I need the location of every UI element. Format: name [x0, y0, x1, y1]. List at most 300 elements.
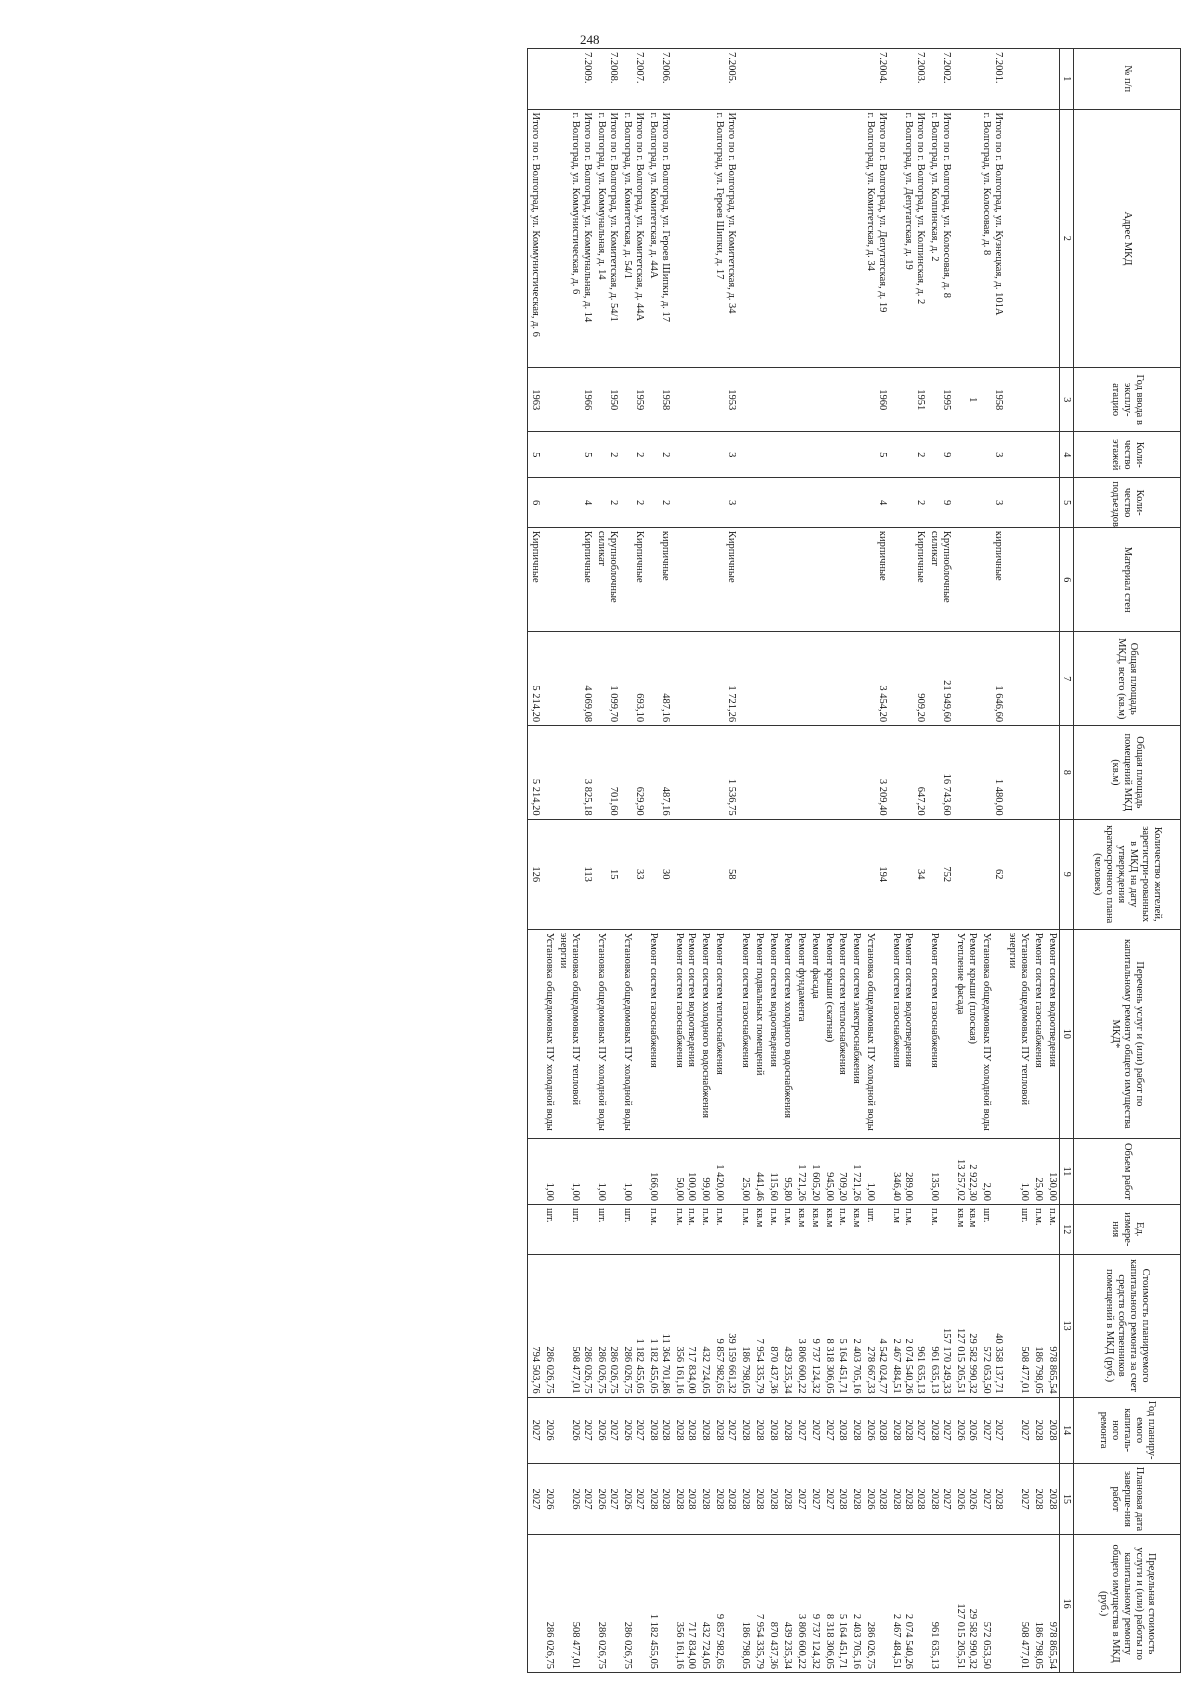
column-number-1: 1: [1060, 49, 1074, 110]
premises-area-cell: [542, 726, 556, 820]
planned-cost-cell: [1005, 1254, 1031, 1397]
floors-text: [781, 435, 793, 474]
entrances-cell: [1031, 478, 1045, 528]
work-volume-text: [725, 1142, 737, 1201]
work-type-text: [876, 933, 888, 1135]
address-cell: [794, 109, 808, 368]
column-number-3: 3: [1060, 368, 1074, 432]
year-built-cell: [556, 368, 594, 432]
completion-date-cell: [698, 1463, 712, 1535]
work-volume-text: 2 922,30: [967, 1164, 979, 1201]
planned-cost-text: 29 582 990,32: [967, 1333, 979, 1394]
entrances-text: [1046, 481, 1058, 524]
max-cost-text: 127 015 205,51: [955, 1603, 967, 1669]
total-area-cell: [863, 632, 889, 726]
total-area-cell: [712, 632, 738, 726]
column-header-15: Плановая дата заверше-ния работ: [1074, 1463, 1181, 1535]
max-cost-text: 7 954 335,79: [753, 1613, 765, 1669]
floors-cell: [794, 432, 808, 478]
residents-text: [851, 823, 863, 926]
work-type-text: Ремонт систем теплоснабжения: [837, 932, 849, 1075]
planned-cost-cell: [766, 1254, 780, 1397]
address-text: Итого по г. Волгоград, ул. Коммунальная, д. 14: [582, 112, 594, 323]
premises-area-cell: [712, 726, 738, 820]
row-number-text: [699, 52, 711, 106]
row-number-cell: [836, 49, 850, 110]
total-area-text: [966, 635, 978, 722]
entrances-cell: [528, 478, 542, 528]
floors-text: 2: [915, 452, 927, 458]
address-text: г. Волгоград, ул. Коммунистическая, д. 6: [570, 112, 582, 295]
residents-cell: [927, 819, 953, 929]
year-built-cell: [780, 368, 794, 432]
premises-area-text: [699, 729, 711, 816]
planned-cost-text: 39 159 661,32: [725, 1333, 737, 1394]
planned-cost-text: 286 026,75: [596, 1346, 608, 1394]
repair-year-cell: [863, 1397, 889, 1463]
premises-area-cell: [979, 726, 1005, 820]
column-header-13: Стоимость планируемого капитального ремонта за счет средств собственников помещений в МКД (руб.): [1074, 1254, 1181, 1397]
max-cost-cell: [822, 1535, 836, 1673]
entrances-text: 3: [725, 500, 737, 506]
premises-area-cell: [556, 726, 594, 820]
unit-text: [725, 1208, 737, 1251]
repair-year-cell: [738, 1397, 752, 1463]
entrances-cell: [646, 478, 672, 528]
residents-text: [767, 823, 779, 926]
table-row: [528, 49, 542, 1673]
address-cell: [1005, 109, 1031, 368]
max-cost-cell: [698, 1535, 712, 1673]
completion-date-cell: [794, 1463, 808, 1535]
repair-year-cell: [780, 1397, 794, 1463]
max-cost-cell: [1031, 1535, 1045, 1673]
residents-text: [685, 823, 697, 926]
floors-cell: [979, 432, 1005, 478]
row-number-cell: [979, 49, 1005, 110]
address-cell: [1045, 109, 1059, 368]
work-type-text: Ремонт фасада: [809, 932, 821, 999]
unit-text: кв.м: [955, 1207, 967, 1228]
premises-area-text: 5 214,20: [530, 778, 542, 816]
max-cost-text: 356 161,16: [673, 1621, 685, 1669]
unit-text: кв.м: [809, 1207, 821, 1228]
repair-year-text: 2027: [823, 1419, 835, 1441]
row-number-cell: [672, 49, 698, 110]
residents-cell: [738, 819, 752, 929]
page-number: 248: [580, 32, 600, 47]
work-type-text: Ремонт систем электроснабжения: [851, 932, 863, 1084]
table-row: [794, 49, 808, 1673]
work-type-text: [659, 933, 671, 1135]
repair-year-text: 2028: [767, 1419, 779, 1441]
work-volume-cell: [808, 1138, 822, 1204]
max-cost-text: [940, 1538, 952, 1669]
wall-material-text: Крупноблочные силикат: [596, 530, 620, 603]
floors-cell: [738, 432, 752, 478]
entrances-cell: [808, 478, 822, 528]
work-type-cell: [1031, 929, 1045, 1138]
entrances-cell: [542, 478, 556, 528]
premises-area-cell: [620, 726, 646, 820]
entrances-text: 9: [941, 500, 953, 506]
wall-material-text: Крупноблочные силикат: [929, 530, 953, 603]
row-number-cell: [766, 49, 780, 110]
completion-date-cell: [850, 1463, 864, 1535]
work-volume-text: 100,00: [685, 1172, 697, 1201]
table-row: [979, 49, 1005, 1673]
planned-cost-text: 4 542 024,77: [877, 1338, 889, 1394]
address-text: Итого по г. Волгоград, ул. Коммунистическая, д. 6: [530, 112, 542, 337]
repair-year-cell: [808, 1397, 822, 1463]
row-number-cell: [1045, 49, 1059, 110]
repair-year-text: 2028: [781, 1419, 793, 1441]
total-area-text: [851, 635, 863, 722]
residents-text: 34: [915, 868, 927, 880]
premises-area-cell: [766, 726, 780, 820]
completion-date-cell: [1045, 1463, 1059, 1535]
floors-cell: [620, 432, 646, 478]
total-area-cell: [1031, 632, 1045, 726]
address-cell: [780, 109, 794, 368]
premises-area-text: [809, 729, 821, 816]
total-area-cell: [752, 632, 766, 726]
address-cell: [953, 109, 979, 368]
unit-cell: [953, 1204, 979, 1254]
residents-text: [699, 823, 711, 926]
entrances-text: 2: [659, 500, 671, 506]
repair-year-text: 2027: [530, 1419, 542, 1441]
work-type-cell: [594, 929, 620, 1138]
wall-material-cell: [738, 527, 752, 632]
work-volume-text: 95,80: [781, 1177, 793, 1201]
unit-text: шт.: [981, 1207, 993, 1223]
year-built-cell: [1005, 368, 1031, 432]
max-cost-text: 5 164 451,71: [837, 1613, 849, 1669]
work-type-cell: [780, 929, 794, 1138]
completion-date-text: 2028: [753, 1488, 765, 1510]
work-type-cell: [889, 929, 927, 1138]
planned-cost-text: 508 477,01: [1019, 1346, 1031, 1394]
wall-material-cell: [889, 527, 927, 632]
max-cost-text: 961 635,13: [929, 1621, 941, 1669]
entrances-text: [543, 481, 555, 524]
work-type-cell: [808, 929, 822, 1138]
address-cell: [712, 109, 738, 368]
table-row: [822, 49, 836, 1673]
work-volume-text: [581, 1142, 593, 1201]
max-cost-text: 2 074 540,26: [903, 1613, 915, 1669]
table-row: [594, 49, 620, 1673]
max-cost-text: 9 737 124,32: [809, 1613, 821, 1669]
repair-year-text: 2028: [685, 1419, 697, 1441]
work-volume-cell: [594, 1138, 620, 1204]
year-built-cell: [1031, 368, 1045, 432]
residents-cell: [766, 819, 780, 929]
planned-cost-text: 508 477,01: [570, 1346, 582, 1394]
residents-text: [739, 823, 751, 926]
work-volume-cell: [927, 1138, 953, 1204]
wall-material-cell: [542, 527, 556, 632]
year-built-cell: [646, 368, 672, 432]
wall-material-cell: [927, 527, 953, 632]
work-type-cell: [979, 929, 1005, 1138]
address-text: Итого по г. Волгоград, ул. Депутатская, д. 19: [877, 112, 889, 313]
row-number-cell: [863, 49, 889, 110]
total-area-text: [837, 635, 849, 722]
unit-text: шт.: [865, 1207, 877, 1223]
year-built-text: 1953: [725, 389, 737, 411]
premises-area-cell: [1005, 726, 1031, 820]
floors-text: 3: [725, 452, 737, 458]
address-text: [685, 113, 697, 365]
column-number-4: 4: [1060, 432, 1074, 478]
repair-year-text: 2028: [647, 1419, 659, 1441]
unit-text: п.м.: [739, 1207, 751, 1226]
work-volume-cell: [1045, 1138, 1059, 1204]
address-cell: [850, 109, 864, 368]
row-number-text: [966, 52, 978, 106]
repair-year-text: 2026: [570, 1419, 582, 1441]
floors-cell: [698, 432, 712, 478]
wall-material-cell: [1031, 527, 1045, 632]
repair-year-cell: [850, 1397, 864, 1463]
work-volume-cell: [836, 1138, 850, 1204]
unit-text: п.м.: [903, 1207, 915, 1226]
row-number-text: [851, 52, 863, 106]
planned-cost-text: 9 737 124,32: [809, 1338, 821, 1394]
year-built-text: [685, 371, 697, 428]
row-number-text: [823, 52, 835, 106]
repair-year-text: 2027: [981, 1419, 993, 1441]
floors-cell: [836, 432, 850, 478]
wall-material-cell: [1005, 527, 1031, 632]
repair-year-text: 2027: [993, 1419, 1005, 1441]
completion-date-text: 2028: [929, 1488, 941, 1510]
completion-date-cell: [808, 1463, 822, 1535]
completion-date-text: 2028: [647, 1488, 659, 1510]
row-number-cell: [1005, 49, 1031, 110]
floors-text: [837, 435, 849, 474]
premises-area-cell: [594, 726, 620, 820]
work-type-cell: [542, 929, 556, 1138]
max-cost-cell: [863, 1535, 889, 1673]
planned-cost-cell: [794, 1254, 808, 1397]
premises-area-text: [543, 729, 555, 816]
repair-year-text: 2028: [673, 1419, 685, 1441]
repair-year-text: 2028: [659, 1419, 671, 1441]
total-area-cell: [646, 632, 672, 726]
table-row: [738, 49, 752, 1673]
residents-cell: [752, 819, 766, 929]
address-cell: [672, 109, 698, 368]
planned-cost-text: 439 235,34: [781, 1346, 793, 1394]
planned-cost-text: 186 798,05: [739, 1346, 751, 1394]
max-cost-text: 432 724,05: [699, 1621, 711, 1669]
premises-area-text: [685, 729, 697, 816]
premises-area-cell: [672, 726, 698, 820]
row-number-text: [781, 52, 793, 106]
year-built-text: [781, 371, 793, 428]
rotated-table-container: [39, 48, 1181, 1673]
planned-cost-text: 9 857 982,65: [713, 1338, 725, 1394]
work-type-text: [607, 933, 619, 1135]
total-area-cell: [594, 632, 620, 726]
floors-cell: [808, 432, 822, 478]
entrances-cell: [556, 478, 594, 528]
work-type-cell: [646, 929, 672, 1138]
entrances-text: [1018, 481, 1030, 524]
address-text: Итого по г. Волгоград, ул. Колосовая, д. 8: [941, 112, 953, 299]
repair-year-text: 2026: [544, 1419, 556, 1441]
unit-text: [633, 1208, 645, 1251]
repair-year-cell: [1031, 1397, 1045, 1463]
work-volume-cell: [752, 1138, 766, 1204]
table-row: [953, 49, 979, 1673]
premises-area-cell: [863, 726, 889, 820]
address-text: [753, 113, 765, 365]
year-built-cell: [738, 368, 752, 432]
completion-date-cell: [1031, 1463, 1045, 1535]
total-area-text: 909,20: [915, 693, 927, 723]
work-volume-text: 1 721,26: [851, 1164, 863, 1201]
row-number-cell: [646, 49, 672, 110]
address-cell: [1031, 109, 1045, 368]
completion-date-text: 2028: [1047, 1488, 1058, 1510]
address-text: Итого по г. Волгоград, ул. Комитетская, д. 34: [725, 112, 737, 314]
address-text: [1018, 113, 1030, 365]
entrances-text: [809, 481, 821, 524]
floors-text: [767, 435, 779, 474]
planned-cost-cell: [836, 1254, 850, 1397]
premises-area-text: [781, 729, 793, 816]
entrances-cell: [738, 478, 752, 528]
planned-cost-text: 794 503,76: [530, 1346, 542, 1394]
entrances-text: [739, 481, 751, 524]
premises-area-text: 647,20: [915, 786, 927, 816]
planned-cost-text: 278 667,33: [865, 1346, 877, 1394]
address-text: Итого по г. Волгоград, ул. Колпинская, д. 2: [915, 112, 927, 305]
completion-date-cell: [1005, 1463, 1031, 1535]
planned-cost-cell: [738, 1254, 752, 1397]
table-row: [542, 49, 556, 1673]
total-area-cell: [979, 632, 1005, 726]
floors-text: 2: [633, 452, 645, 458]
year-built-cell: [698, 368, 712, 432]
unit-cell: [808, 1204, 822, 1254]
repair-year-text: 2026: [865, 1419, 877, 1441]
residents-text: [809, 823, 821, 926]
planned-cost-text: 186 798,05: [1033, 1346, 1045, 1394]
entrances-text: [685, 481, 697, 524]
wall-material-cell: [698, 527, 712, 632]
max-cost-text: 508 477,01: [1019, 1621, 1031, 1669]
unit-text: шт.: [596, 1207, 608, 1223]
wall-material-text: Кирпичные: [530, 530, 542, 583]
planned-cost-cell: [556, 1254, 594, 1397]
residents-text: 752: [941, 866, 953, 883]
work-volume-cell: [698, 1138, 712, 1204]
repair-year-cell: [794, 1397, 808, 1463]
work-volume-text: 166,00: [647, 1172, 659, 1201]
column-number-15: 15: [1060, 1463, 1074, 1535]
work-volume-cell: [794, 1138, 808, 1204]
work-volume-text: 1,00: [544, 1182, 556, 1201]
repair-year-text: 2027: [633, 1419, 645, 1441]
address-cell: [646, 109, 672, 368]
address-text: Итого по г. Волгоград, ул. Комитетская, д. 44А: [633, 112, 645, 322]
work-volume-text: 135,00: [929, 1172, 941, 1201]
max-cost-text: 29 582 990,32: [967, 1608, 979, 1669]
work-type-text: Установка общедомовых ПУ тепловой энергии: [558, 932, 582, 1106]
max-cost-text: [633, 1538, 645, 1669]
planned-cost-text: 11 364 701,86: [659, 1333, 671, 1394]
residents-text: [795, 823, 807, 926]
row-number-cell: [712, 49, 738, 110]
completion-date-text: 2027: [941, 1488, 953, 1510]
wall-material-cell: [808, 527, 822, 632]
residents-cell: [594, 819, 620, 929]
work-volume-cell: [822, 1138, 836, 1204]
address-text: [543, 113, 555, 365]
completion-date-cell: [780, 1463, 794, 1535]
address-cell: [863, 109, 889, 368]
max-cost-cell: [672, 1535, 698, 1673]
unit-cell: [1031, 1204, 1045, 1254]
planned-cost-text: 127 015 205,51: [955, 1328, 967, 1394]
repair-year-cell: [594, 1397, 620, 1463]
work-type-text: Ремонт систем газоснабжения: [673, 932, 685, 1068]
total-area-cell: [808, 632, 822, 726]
total-area-text: [1018, 635, 1030, 722]
row-number-text: [753, 52, 765, 106]
address-cell: [528, 109, 542, 368]
wall-material-cell: [646, 527, 672, 632]
row-number-text: 7.2007.: [633, 52, 645, 84]
planned-cost-cell: [528, 1254, 542, 1397]
completion-date-text: 2027: [823, 1488, 835, 1510]
row-number-cell: [1031, 49, 1045, 110]
work-type-cell: [556, 929, 594, 1138]
column-header-14: Год планиру-емого капиталь-ного ремонта: [1074, 1397, 1181, 1463]
residents-cell: [850, 819, 864, 929]
work-volume-text: 2,00: [981, 1182, 993, 1201]
work-type-text: [581, 933, 593, 1135]
floors-cell: [927, 432, 953, 478]
column-header-8: Общая площадь помещений МКД (кв.м): [1074, 726, 1181, 820]
max-cost-cell: [766, 1535, 780, 1673]
residents-text: 58: [725, 868, 737, 880]
floors-cell: [850, 432, 864, 478]
table-row: [780, 49, 794, 1673]
completion-date-cell: [889, 1463, 927, 1535]
completion-date-text: 2027: [582, 1488, 594, 1510]
address-cell: [620, 109, 646, 368]
work-volume-text: 1 721,26: [795, 1164, 807, 1201]
year-built-cell: [672, 368, 698, 432]
wall-material-cell: [528, 527, 542, 632]
unit-text: [581, 1208, 593, 1251]
residents-text: 113: [582, 866, 594, 882]
planned-cost-cell: [808, 1254, 822, 1397]
column-number-10: 10: [1060, 929, 1074, 1138]
address-cell: [752, 109, 766, 368]
year-built-cell: [794, 368, 808, 432]
work-type-cell: [528, 929, 542, 1138]
entrances-cell: [927, 478, 953, 528]
entrances-text: [1032, 481, 1044, 524]
address-text: г. Волгоград, ул. Депутатская, д. 19: [903, 112, 915, 270]
